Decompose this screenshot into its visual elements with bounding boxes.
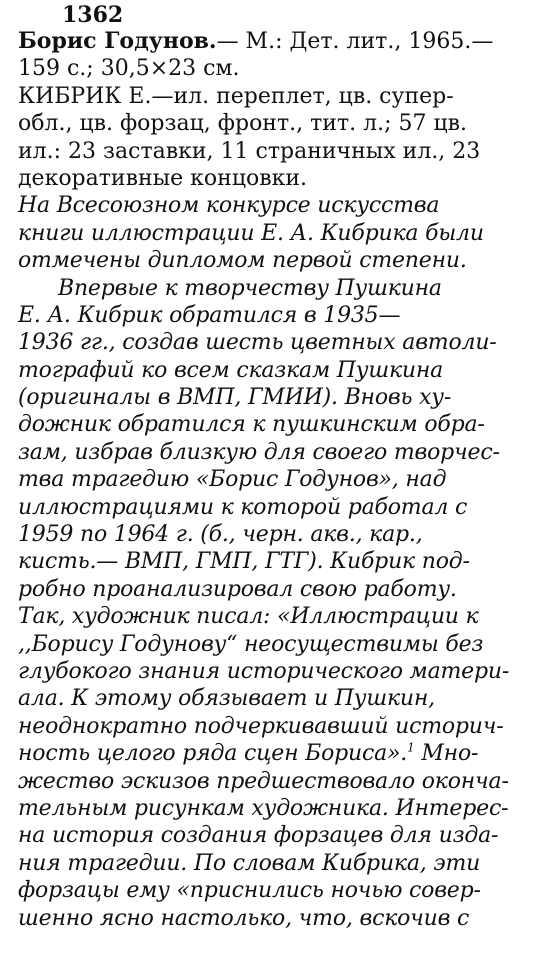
body-line: дожник обратился к пушкинским обра- <box>18 412 485 438</box>
book-title: Борис Годунов. <box>18 28 217 54</box>
body-line: тографий ко всем сказкам Пушкина <box>18 357 444 383</box>
body-line: ала. К этому обязывает и Пушкин, <box>18 686 435 712</box>
illustrator-line: ил.: 23 заставки, 11 страничных ил., 23 <box>18 138 481 164</box>
body-line: Впервые к творчеству Пушкина <box>58 275 442 301</box>
entry-number: 1362 <box>62 2 124 28</box>
body-line: иллюстрациями к которой работал с <box>18 494 468 520</box>
body-line: шенно ясно настолько, что, вскочив с <box>18 905 470 931</box>
body-line: неоднократно подчеркивавший историч- <box>18 713 504 739</box>
footnote-marker: 1 <box>407 740 415 755</box>
body-line: ния трагедии. По словам Кибрика, эти <box>18 850 481 876</box>
illustrator-line: декоративные концовки. <box>18 165 308 191</box>
body-line: ,,Борису Годунову“ неосуществимы без <box>18 631 484 657</box>
publication-info: — М.: Дет. лит., 1965.— <box>216 29 494 54</box>
publication-line: 159 с.; 30,5×23 см. <box>18 56 240 82</box>
body-line: на история создания форзацев для изда- <box>18 823 499 849</box>
quote-end-text: ность целого ряда сцен Бориса». <box>18 741 408 767</box>
body-line: кисть.— ВМП, ГМП, ГТГ). Кибрик под- <box>18 549 470 575</box>
body-line <box>18 740 538 767</box>
illustrator-line: обл., цв. форзац, фронт., тит. л.; 57 цв. <box>18 111 468 137</box>
body-line: 1959 по 1964 г. (б., черн. акв., кар., <box>18 522 423 548</box>
body-line: глубокого знания исторического матери- <box>18 658 510 684</box>
body-line: зам, избрав близкую для своего творчес- <box>18 439 500 465</box>
publication-line <box>18 28 538 55</box>
award-line: книги иллюстрации Е. А. Кибрика были <box>18 220 484 246</box>
body-line: тва трагедию «Борис Годунов», над <box>18 467 447 493</box>
body-line: (оригиналы в ВМП, ГМИИ). Вновь ху- <box>18 385 452 411</box>
body-line: жество эскизов предшествовало оконча- <box>18 768 509 794</box>
body-line: форзацы ему «приснились ночью совер- <box>18 878 481 904</box>
body-line: 1936 гг., создав шесть цветных автоли- <box>18 330 497 356</box>
body-line: Так, художник писал: «Иллюстрации к <box>18 604 479 630</box>
document-text <box>18 28 538 932</box>
award-line: На Всесоюзном конкурсе искусства <box>18 193 440 219</box>
body-line: Е. А. Кибрик обратился в 1935— <box>18 302 401 328</box>
body-line: робно проанализировал свою работу. <box>18 576 457 602</box>
line-continuation: Мно- <box>414 741 479 767</box>
illustrator-line: КИБРИК Е.—ил. переплет, цв. супер- <box>18 83 454 109</box>
body-line: тельным рисункам художника. Интерес- <box>18 795 509 821</box>
award-line: отмечены дипломом первой степени. <box>18 248 467 274</box>
